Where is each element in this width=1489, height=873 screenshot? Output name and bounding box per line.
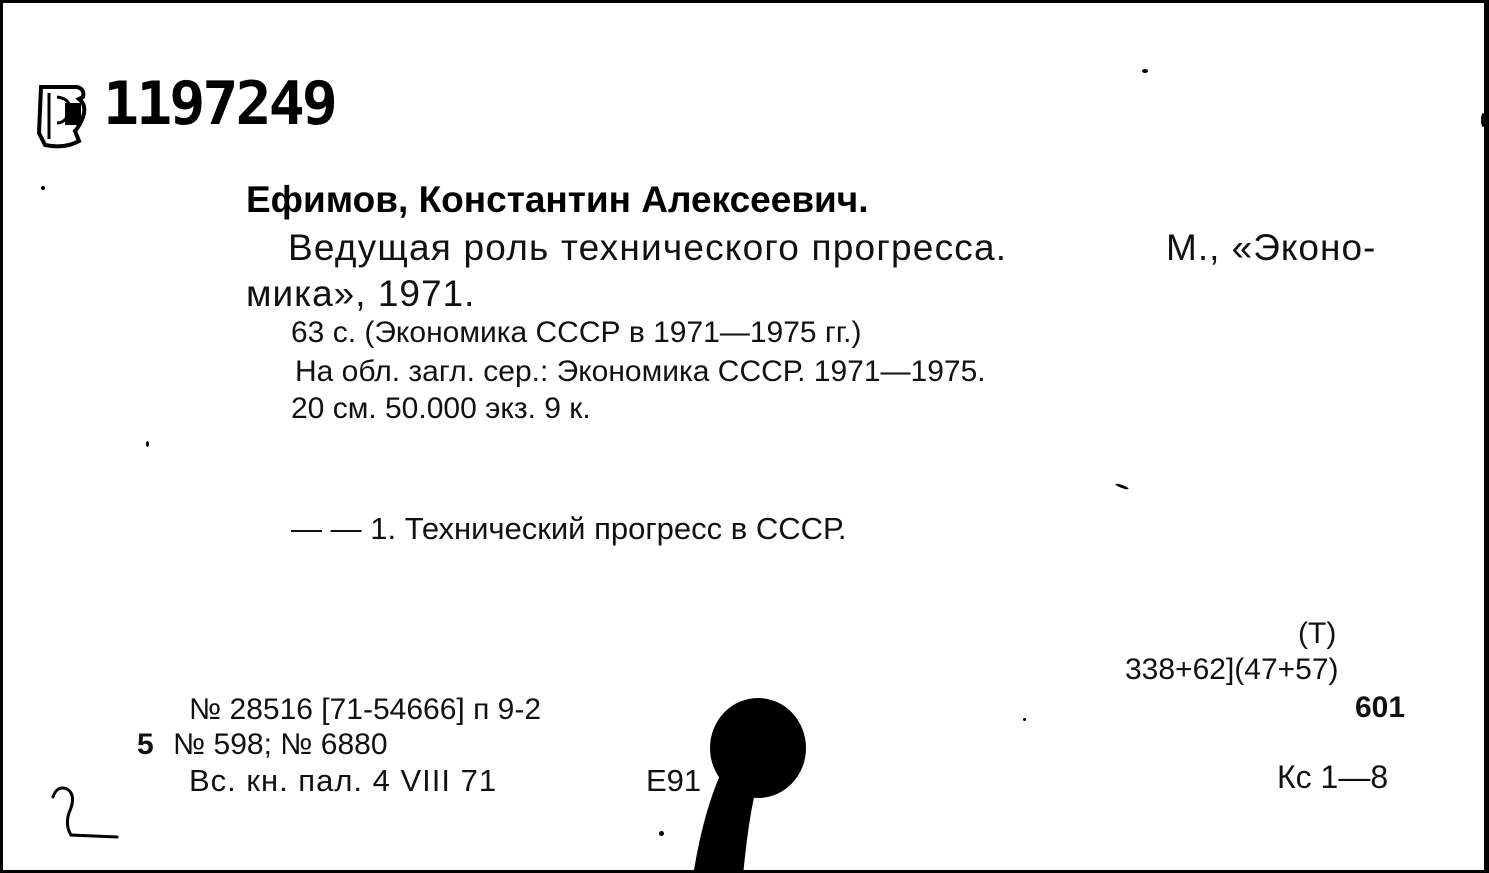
speck-dot — [41, 186, 45, 190]
punch-hole-blot — [663, 693, 823, 873]
extent-line: 20 см. 50.000 экз. 9 к. — [291, 392, 591, 425]
code-e: Е91 — [646, 763, 702, 798]
title-line-2: мика», 1971. — [246, 273, 476, 314]
speck-dot — [146, 441, 149, 447]
order-line: № 28516 [71-54666] п 9-2 — [189, 693, 542, 726]
book-chamber-line: Вс. кн. пал. 4 VIII 71 — [189, 763, 498, 798]
handwritten-mark-icon — [45, 783, 125, 843]
speck-dot — [1481, 113, 1485, 127]
library-stamp-icon — [35, 83, 87, 149]
order-line-2-lead: 5 — [137, 728, 154, 761]
classification-number: 601 — [1355, 691, 1406, 724]
order-line-2: № 598; № 6880 — [173, 728, 388, 761]
series-line: 63 с. (Экономика СССР в 1971—1975 гг.) — [291, 316, 862, 349]
subject-heading: — — 1. Технический прогресс в СССР. — [291, 511, 847, 546]
publisher-line: М., «Эконо- — [1166, 227, 1377, 268]
classification-mark: (Т) — [1298, 617, 1337, 650]
speck-dot — [659, 831, 664, 836]
cover-title-line: На обл. загл. сер.: Экономика СССР. 1971—1975. — [295, 355, 986, 388]
title-line-1: Ведущая роль технического прогресса. — [288, 227, 1008, 268]
inventory-number: 1197249 — [103, 69, 335, 139]
classification-code: 338+62](47+57) — [1125, 653, 1339, 686]
speck-dot — [1142, 69, 1148, 73]
ks-code: Кс 1—8 — [1277, 759, 1389, 795]
speck-dot — [1023, 718, 1026, 721]
speck-dot — [1115, 483, 1129, 491]
author-heading: Ефимов, Константин Алексеевич. — [246, 179, 869, 220]
